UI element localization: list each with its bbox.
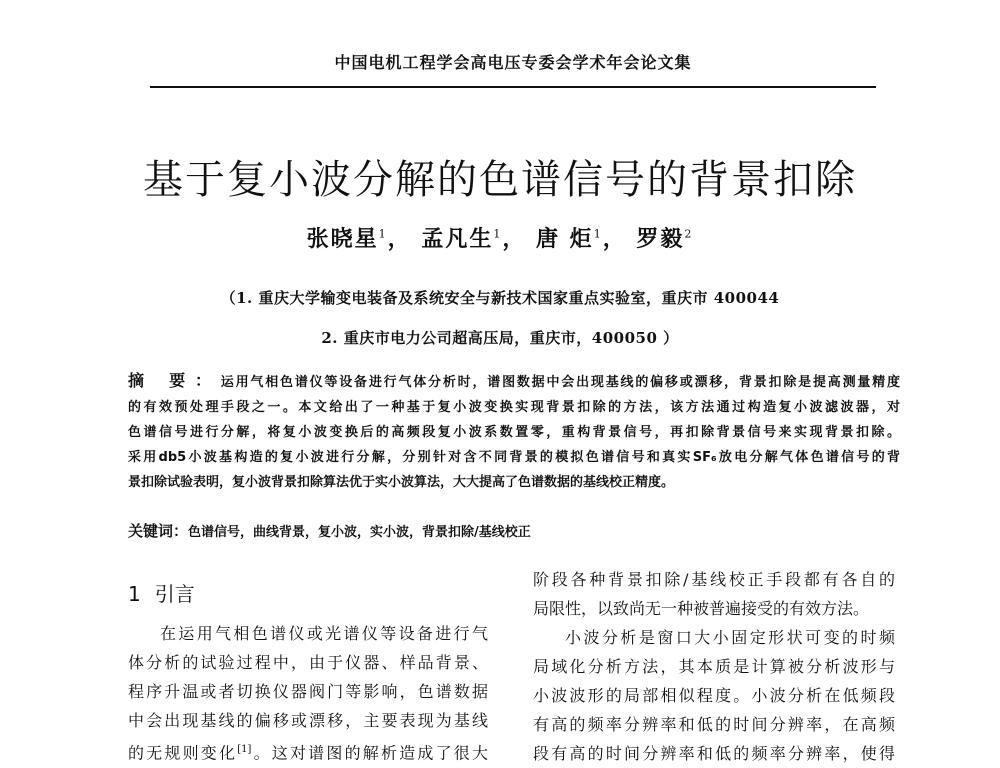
body-line: 小波波形的局部相似程度。小波分析在低频段 — [533, 686, 895, 705]
body-line: 有高的频率分辨率和低的时间分辨率，在高频 — [533, 715, 895, 734]
affiliation-2: 2. 重庆市电力公司超高压局，重庆市，400050 ） — [321, 329, 679, 347]
abstract-text: 运用气相色谱仪等设备进行气体分析时，谱图数据中会出现基线的偏移或漂移，背景扣除是提高测量精度 — [220, 375, 900, 390]
body-line: 体分析的试验过程中，由于仪器、样品背景、 — [128, 653, 488, 672]
header-rule — [150, 86, 876, 88]
author-affiliation-mark: 2 — [684, 227, 694, 241]
left-column — [128, 619, 488, 767]
right-column — [533, 565, 895, 768]
author-name: 孟凡生 — [421, 226, 494, 252]
abstract-line — [128, 368, 900, 395]
keywords-label: 关键词： — [128, 522, 189, 540]
paper-title: 基于复小波分解的色谱信号的背景扣除 — [143, 157, 857, 203]
affiliation-1: （1. 重庆大学输变电装备及系统安全与新技术国家重点实验室，重庆市 400044 — [220, 289, 780, 307]
section-heading — [128, 578, 195, 607]
author-affiliation-mark: 1 — [378, 227, 388, 241]
abstract-line: 色谱信号进行分解，将复小波变换后的高频段复小波系数置零，重构背景信号，再扣除背景信号来实现背景扣除。 — [128, 425, 900, 440]
author-name: 罗毅 — [636, 226, 685, 252]
body-line: 局限性，以致尚无一种被普遍接受的有效方法。 — [533, 599, 870, 618]
body-line — [128, 735, 488, 767]
running-header: 中国电机工程学会高电压专委会学术年会论文集 — [334, 53, 692, 72]
section-title: 引言 — [154, 582, 195, 606]
abstract-line: 景扣除试验表明，复小波背景扣除算法优于实小波算法，大大提高了色谱数据的基线校正精度。 — [128, 475, 675, 490]
body-line: 局域化分析方法，其本质是计算被分析波形与 — [533, 657, 895, 676]
body-text: 。这对谱图的解析造成了很大 — [251, 743, 488, 763]
citation-reference: [1] — [237, 744, 252, 755]
abstract — [128, 368, 900, 495]
author-affiliation-mark: 1 — [493, 227, 503, 241]
section-number: 1 — [128, 582, 141, 606]
body-line: 在运用气相色谱仪或光谱仪等设备进行气 — [160, 624, 488, 643]
abstract-label: 摘 要： — [128, 371, 221, 390]
body-line: 中会出现基线的偏移或漂移，主要表现为基线 — [128, 711, 488, 730]
body-line: 阶段各种背景扣除/基线校正手段都有各自的 — [533, 570, 895, 589]
abstract-line: 采用db5小波基构造的复小波进行分解，分别针对含不同背景的模拟色谱信号和真实SF₆放电分解气体色谱信号的背 — [128, 450, 900, 465]
author-separator: ， — [502, 226, 527, 252]
author-list — [0, 222, 1000, 253]
author-name: 张晓星 — [306, 226, 379, 252]
author-name: 唐 炬 — [536, 226, 594, 252]
body-text: 的无规则变化 — [128, 743, 238, 763]
body-line: 小波分析是窗口大小固定形状可变的时频 — [565, 628, 895, 647]
keywords — [128, 520, 900, 541]
body-line: 段有高的时间分辨率和低的频率分辨率，使得 — [533, 744, 895, 763]
abstract-line: 的有效预处理手段之一。本文给出了一种基于复小波变换实现背景扣除的方法，该方法通过构造复小波滤波器，对 — [128, 400, 900, 415]
author-separator: ， — [602, 226, 627, 252]
author-separator: ， — [387, 226, 412, 252]
body-line: 程序升温或者切换仪器阀门等影响，色谱数据 — [128, 682, 488, 701]
keywords-text: 色谱信号，曲线背景，复小波，实小波，背景扣除/基线校正 — [188, 525, 531, 540]
author-affiliation-mark: 1 — [593, 227, 603, 241]
